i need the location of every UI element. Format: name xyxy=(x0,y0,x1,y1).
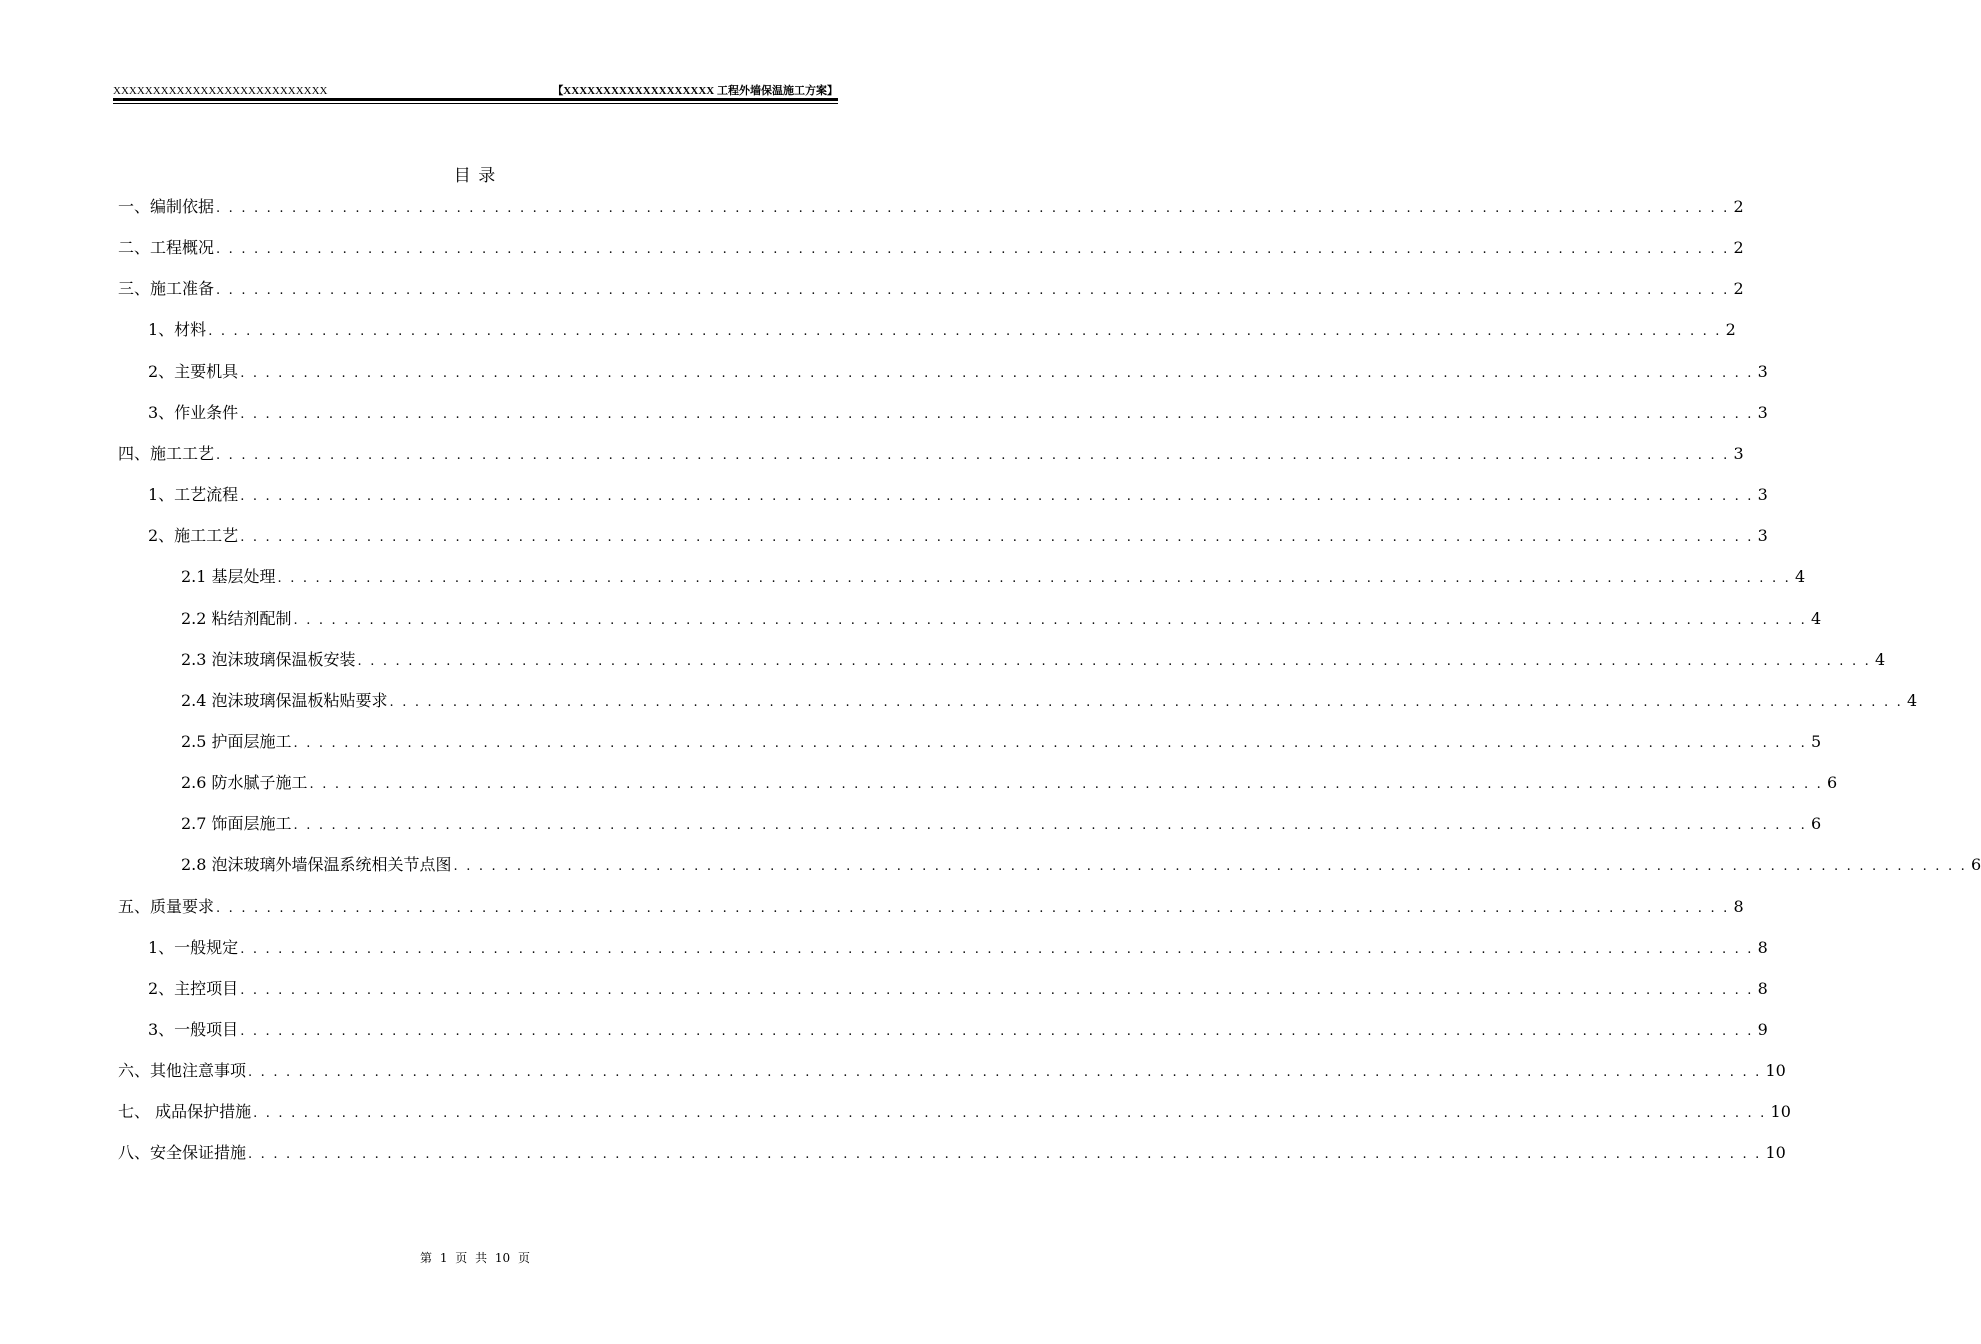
toc-entry-page-number: 10 xyxy=(1770,1102,1791,1122)
toc-entry-label: 二、工程概况 xyxy=(118,238,215,258)
toc-entry[interactable] xyxy=(118,1058,1786,1084)
toc-leader-dots: . . . . . . . . . . . . . . . . . . . . . . . . . . . . . . . . . . . . . . . . . . . . . . . . . . . . . . . . . . . . . . . . . . . . . . . . . . . . . . . . . . . . . . . . . . . . . . . . . . . . . . . . . . . . . . . . . . . . . . . . xyxy=(253,1106,1767,1122)
toc-entry-label: 2.5 护面层施工 xyxy=(181,731,292,751)
toc-entry-page-number: 10 xyxy=(1765,1061,1786,1081)
toc-entry-page-number: 4 xyxy=(1906,690,1918,710)
toc-leader-dots: . . . . . . . . . . . . . . . . . . . . . . . . . . . . . . . . . . . . . . . . . . . . . . . . . . . . . . . . . . . . . . . . . . . . . . . . . . . . . . . . . . . . . . . . . . . . . . . . . . . . . . . . . . . . . . . . . . . . . . . . xyxy=(216,283,1730,299)
toc-entry[interactable] xyxy=(118,1140,1786,1166)
toc-entry-label: 六、其他注意事项 xyxy=(118,1061,247,1081)
toc-leader-dots: . . . . . . . . . . . . . . . . . . . . . . . . . . . . . . . . . . . . . . . . . . . . . . . . . . . . . . . . . . . . . . . . . . . . . . . . . . . . . . . . . . . . . . . . . . . . . . . . . . . . . . . . . . . . . . . . . . . . . . . . xyxy=(208,324,1722,340)
toc-entry-page-number: 3 xyxy=(1757,402,1768,422)
toc-leader-dots: . . . . . . . . . . . . . . . . . . . . . . . . . . . . . . . . . . . . . . . . . . . . . . . . . . . . . . . . . . . . . . . . . . . . . . . . . . . . . . . . . . . . . . . . . . . . . . . . . . . . . . . . . . . . . . . . . . . . . . . . xyxy=(309,777,1823,793)
toc-entry-label: 2、主要机具 xyxy=(148,361,239,381)
toc-entry[interactable] xyxy=(148,935,1768,961)
toc-entry[interactable] xyxy=(181,852,1981,878)
toc-entry-page-number: 3 xyxy=(1757,361,1768,381)
toc-entry-page-number: 4 xyxy=(1874,649,1886,669)
page-footer: 第 1 页 共 10 页 xyxy=(420,1251,530,1265)
toc-entry-page-number: 8 xyxy=(1733,896,1744,916)
toc-entry-page-number: 6 xyxy=(1810,814,1822,834)
header-right-title: 【XXXXXXXXXXXXXXXXXXX 工程外墙保温施工方案】 xyxy=(552,85,838,97)
toc-leader-dots: . . . . . . . . . . . . . . . . . . . . . . . . . . . . . . . . . . . . . . . . . . . . . . . . . . . . . . . . . . . . . . . . . . . . . . . . . . . . . . . . . . . . . . . . . . . . . . . . . . . . . . . . . . . . . . . . . . . . . . . . xyxy=(216,900,1730,916)
toc-entry[interactable] xyxy=(118,894,1744,920)
toc-leader-dots: . . . . . . . . . . . . . . . . . . . . . . . . . . . . . . . . . . . . . . . . . . . . . . . . . . . . . . . . . . . . . . . . . . . . . . . . . . . . . . . . . . . . . . . . . . . . . . . . . . . . . . . . . . . . . . . . . . . . . . . . xyxy=(293,735,1807,751)
toc-leader-dots: . . . . . . . . . . . . . . . . . . . . . . . . . . . . . . . . . . . . . . . . . . . . . . . . . . . . . . . . . . . . . . . . . . . . . . . . . . . . . . . . . . . . . . . . . . . . . . . . . . . . . . . . . . . . . . . . . . . . . . . . xyxy=(357,653,1871,669)
toc-entry-label: 2.7 饰面层施工 xyxy=(181,814,292,834)
toc-entry-label: 四、施工工艺 xyxy=(118,443,215,463)
toc-leader-dots: . . . . . . . . . . . . . . . . . . . . . . . . . . . . . . . . . . . . . . . . . . . . . . . . . . . . . . . . . . . . . . . . . . . . . . . . . . . . . . . . . . . . . . . . . . . . . . . . . . . . . . . . . . . . . . . . . . . . . . . . xyxy=(216,201,1730,216)
toc-leader-dots: . . . . . . . . . . . . . . . . . . . . . . . . . . . . . . . . . . . . . . . . . . . . . . . . . . . . . . . . . . . . . . . . . . . . . . . . . . . . . . . . . . . . . . . . . . . . . . . . . . . . . . . . . . . . . . . . . . . . . . . . xyxy=(389,694,1903,710)
header-rule-thin xyxy=(113,103,838,104)
toc-leader-dots: . . . . . . . . . . . . . . . . . . . . . . . . . . . . . . . . . . . . . . . . . . . . . . . . . . . . . . . . . . . . . . . . . . . . . . . . . . . . . . . . . . . . . . . . . . . . . . . . . . . . . . . . . . . . . . . . . . . . . . . . xyxy=(453,859,1967,875)
toc-entry-label: 2.3 泡沫玻璃保温板安装 xyxy=(181,649,356,669)
toc-entry[interactable] xyxy=(118,194,1744,220)
toc-entry-page-number: 8 xyxy=(1757,937,1768,957)
toc-entry-page-number: 6 xyxy=(1970,855,1981,875)
toc-entry-label: 1、工艺流程 xyxy=(148,485,239,505)
toc-entry[interactable] xyxy=(118,441,1744,467)
toc-entry-label: 2.4 泡沫玻璃保温板粘贴要求 xyxy=(181,690,388,710)
toc-entry-label: 2、主控项目 xyxy=(148,978,239,998)
toc-leader-dots: . . . . . . . . . . . . . . . . . . . . . . . . . . . . . . . . . . . . . . . . . . . . . . . . . . . . . . . . . . . . . . . . . . . . . . . . . . . . . . . . . . . . . . . . . . . . . . . . . . . . . . . . . . . . . . . . . . . . . . . . xyxy=(240,982,1754,998)
toc-leader-dots: . . . . . . . . . . . . . . . . . . . . . . . . . . . . . . . . . . . . . . . . . . . . . . . . . . . . . . . . . . . . . . . . . . . . . . . . . . . . . . . . . . . . . . . . . . . . . . . . . . . . . . . . . . . . . . . . . . . . . . . . xyxy=(277,571,1791,587)
toc-leader-dots: . . . . . . . . . . . . . . . . . . . . . . . . . . . . . . . . . . . . . . . . . . . . . . . . . . . . . . . . . . . . . . . . . . . . . . . . . . . . . . . . . . . . . . . . . . . . . . . . . . . . . . . . . . . . . . . . . . . . . . . . xyxy=(240,489,1754,505)
toc-leader-dots: . . . . . . . . . . . . . . . . . . . . . . . . . . . . . . . . . . . . . . . . . . . . . . . . . . . . . . . . . . . . . . . . . . . . . . . . . . . . . . . . . . . . . . . . . . . . . . . . . . . . . . . . . . . . . . . . . . . . . . . . xyxy=(240,365,1754,381)
toc-entry-label: 3、作业条件 xyxy=(148,402,239,422)
toc-entry[interactable] xyxy=(181,811,1822,837)
toc-entry[interactable] xyxy=(148,523,1768,549)
toc-entry-label: 1、一般规定 xyxy=(148,937,239,957)
toc-entry[interactable] xyxy=(148,976,1768,1002)
toc-entry[interactable] xyxy=(148,1017,1768,1043)
toc-entry-page-number: 4 xyxy=(1810,608,1822,628)
toc-entry[interactable] xyxy=(118,276,1744,302)
toc-entry[interactable] xyxy=(181,606,1822,632)
toc-entry-page-number: 2 xyxy=(1725,320,1736,340)
toc-entry-label: 七、 成品保护措施 xyxy=(118,1102,252,1122)
header-rule-thick xyxy=(113,98,838,101)
toc-entry-label: 2.2 粘结剂配制 xyxy=(181,608,292,628)
toc-entry[interactable] xyxy=(181,647,1886,673)
toc-entry-label: 1、材料 xyxy=(148,320,207,340)
toc-entry-label: 2.6 防水腻子施工 xyxy=(181,773,308,793)
toc-entry-page-number: 9 xyxy=(1757,1020,1768,1039)
toc-entry-page-number: 8 xyxy=(1757,978,1768,998)
toc-entry-page-number: 2 xyxy=(1733,279,1744,299)
toc-entry[interactable] xyxy=(118,235,1744,261)
toc-entry-page-number: 2 xyxy=(1733,238,1744,258)
toc-entry-label: 一、编制依据 xyxy=(118,197,215,216)
toc-entry-page-number: 5 xyxy=(1810,731,1822,751)
toc-leader-dots: . . . . . . . . . . . . . . . . . . . . . . . . . . . . . . . . . . . . . . . . . . . . . . . . . . . . . . . . . . . . . . . . . . . . . . . . . . . . . . . . . . . . . . . . . . . . . . . . . . . . . . . . . . . . . . . . . . . . . . . . xyxy=(293,612,1807,628)
toc-entry[interactable] xyxy=(148,482,1768,508)
toc-leader-dots: . . . . . . . . . . . . . . . . . . . . . . . . . . . . . . . . . . . . . . . . . . . . . . . . . . . . . . . . . . . . . . . . . . . . . . . . . . . . . . . . . . . . . . . . . . . . . . . . . . . . . . . . . . . . . . . . . . . . . . . . xyxy=(216,242,1730,258)
toc-entry[interactable] xyxy=(148,317,1736,343)
toc-entry[interactable] xyxy=(148,400,1768,426)
toc-leader-dots: . . . . . . . . . . . . . . . . . . . . . . . . . . . . . . . . . . . . . . . . . . . . . . . . . . . . . . . . . . . . . . . . . . . . . . . . . . . . . . . . . . . . . . . . . . . . . . . . . . . . . . . . . . . . . . . . . . . . . . . . xyxy=(216,447,1730,463)
toc-entry-label: 八、安全保证措施 xyxy=(118,1143,247,1163)
toc-leader-dots: . . . . . . . . . . . . . . . . . . . . . . . . . . . . . . . . . . . . . . . . . . . . . . . . . . . . . . . . . . . . . . . . . . . . . . . . . . . . . . . . . . . . . . . . . . . . . . . . . . . . . . . . . . . . . . . . . . . . . . . . xyxy=(240,941,1754,957)
toc-entry-page-number: 3 xyxy=(1757,526,1768,546)
toc-entry-page-number: 6 xyxy=(1826,773,1838,793)
toc-leader-dots: . . . . . . . . . . . . . . . . . . . . . . . . . . . . . . . . . . . . . . . . . . . . . . . . . . . . . . . . . . . . . . . . . . . . . . . . . . . . . . . . . . . . . . . . . . . . . . . . . . . . . . . . . . . . . . . . . . . . . . . . xyxy=(248,1065,1762,1081)
toc-entry-page-number: 10 xyxy=(1765,1143,1786,1163)
toc-leader-dots: . . . . . . . . . . . . . . . . . . . . . . . . . . . . . . . . . . . . . . . . . . . . . . . . . . . . . . . . . . . . . . . . . . . . . . . . . . . . . . . . . . . . . . . . . . . . . . . . . . . . . . . . . . . . . . . . . . . . . . . . xyxy=(248,1147,1762,1163)
toc-entry[interactable] xyxy=(181,770,1838,796)
toc-entry[interactable] xyxy=(181,688,1918,714)
header-left-text: XXXXXXXXXXXXXXXXXXXXXXXXXXX xyxy=(113,85,328,97)
toc-entry-label: 2.1 基层处理 xyxy=(181,567,276,587)
toc-entry[interactable] xyxy=(118,1099,1791,1125)
toc-entry[interactable] xyxy=(181,729,1822,755)
toc-entry-page-number: 4 xyxy=(1794,567,1806,587)
toc-leader-dots: . . . . . . . . . . . . . . . . . . . . . . . . . . . . . . . . . . . . . . . . . . . . . . . . . . . . . . . . . . . . . . . . . . . . . . . . . . . . . . . . . . . . . . . . . . . . . . . . . . . . . . . . . . . . . . . . . . . . . . . . xyxy=(293,818,1807,834)
toc-entry[interactable] xyxy=(148,359,1768,385)
toc-entry[interactable] xyxy=(181,564,1806,590)
toc-entry-label: 五、质量要求 xyxy=(118,896,215,916)
toc-entry-label: 2.8 泡沫玻璃外墙保温系统相关节点图 xyxy=(181,855,452,875)
toc-title: 目 录 xyxy=(453,166,497,186)
toc-leader-dots: . . . . . . . . . . . . . . . . . . . . . . . . . . . . . . . . . . . . . . . . . . . . . . . . . . . . . . . . . . . . . . . . . . . . . . . . . . . . . . . . . . . . . . . . . . . . . . . . . . . . . . . . . . . . . . . . . . . . . . . . xyxy=(240,1024,1754,1039)
toc-entry-label: 2、施工工艺 xyxy=(148,526,239,546)
toc-leader-dots: . . . . . . . . . . . . . . . . . . . . . . . . . . . . . . . . . . . . . . . . . . . . . . . . . . . . . . . . . . . . . . . . . . . . . . . . . . . . . . . . . . . . . . . . . . . . . . . . . . . . . . . . . . . . . . . . . . . . . . . . xyxy=(240,406,1754,422)
toc-entry-page-number: 2 xyxy=(1733,197,1744,216)
toc-leader-dots: . . . . . . . . . . . . . . . . . . . . . . . . . . . . . . . . . . . . . . . . . . . . . . . . . . . . . . . . . . . . . . . . . . . . . . . . . . . . . . . . . . . . . . . . . . . . . . . . . . . . . . . . . . . . . . . . . . . . . . . . xyxy=(240,530,1754,546)
toc-entry-page-number: 3 xyxy=(1757,485,1768,505)
toc-entry-label: 3、一般项目 xyxy=(148,1020,239,1039)
toc-entry-page-number: 3 xyxy=(1733,443,1744,463)
toc-entry-label: 三、施工准备 xyxy=(118,279,215,299)
